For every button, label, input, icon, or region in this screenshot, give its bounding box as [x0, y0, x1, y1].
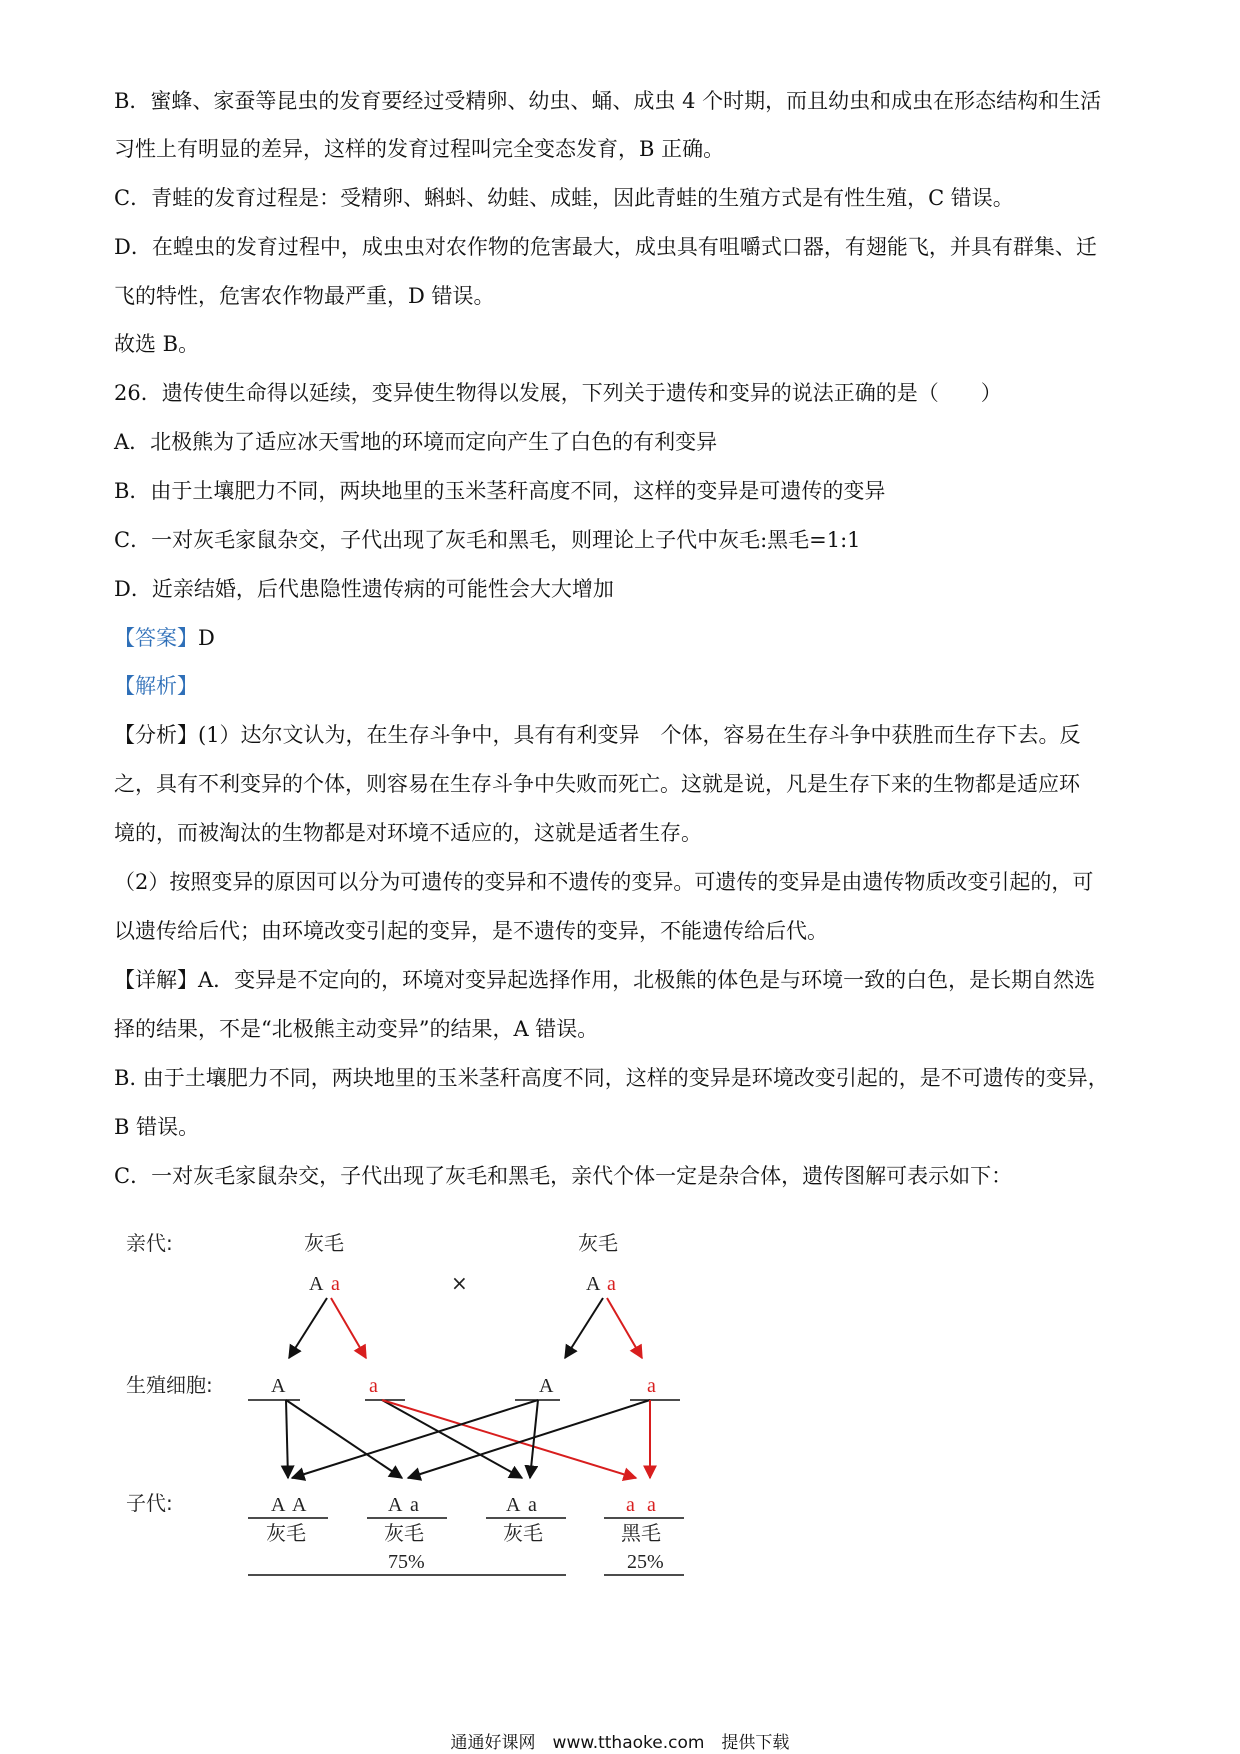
- parent-right-allele-dominant: A: [586, 1273, 601, 1295]
- text-line-1: B．蜜蜂、家蚕等昆虫的发育要经过受精卵、幼虫、蛹、成虫 4 个时期，而且幼虫和成虫在形态结构和生活: [114, 89, 1102, 113]
- text-line-5: 飞的特性，危害农作物最严重，D 错误。: [114, 284, 495, 308]
- text-line-13: 【解析】: [114, 674, 198, 698]
- text-line-6: 故选 B。: [114, 332, 200, 356]
- cross-symbol: ×: [451, 1271, 468, 1295]
- parent-right-phenotype: 灰毛: [578, 1231, 618, 1255]
- offspring-2-allele-2: a: [410, 1494, 419, 1516]
- text-line-17: （2）按照变异的原因可以分为可遗传的变异和不遗传的变异。可遗传的变异是由遗传物质改变引起的，可: [114, 870, 1094, 894]
- ratio-black: 25%: [627, 1551, 664, 1573]
- offspring-3-allele-2: a: [528, 1494, 537, 1516]
- arrow-a-to-aa-1: [382, 1400, 636, 1478]
- row-label-parent: 亲代:: [126, 1231, 173, 1255]
- text-line-3: C．青蛙的发育过程是：受精卵、蝌蚪、幼蛙、成蛙，因此青蛙的生殖方式是有性生殖，C 错误。: [114, 186, 1014, 210]
- text-line-11: D．近亲结婚，后代患隐性遗传病的可能性会大大增加: [114, 577, 614, 601]
- offspring-4-allele-2: a: [647, 1494, 656, 1516]
- offspring-4-allele-1: a: [626, 1494, 635, 1516]
- arrow-A-to-AA: [286, 1400, 288, 1478]
- text-line-23: C．一对灰毛家鼠杂交，子代出现了灰毛和黑毛，亲代个体一定是杂合体，遗传图解可表示如下：: [114, 1164, 1013, 1188]
- text-line-16: 境的，而被淘汰的生物都是对环境不适应的，这就是适者生存。: [114, 821, 702, 845]
- arrow-A-to-Aa-1: [286, 1400, 402, 1478]
- offspring-1-allele-1: A: [271, 1494, 286, 1516]
- arrow-parent2-to-gamete-a: [607, 1298, 642, 1358]
- parent-right-allele-recessive: a: [607, 1273, 616, 1295]
- ratio-grey: 75%: [388, 1551, 425, 1573]
- text-line-14: 【分析】(1）达尔文认为，在生存斗争中，具有有利变异 个体，容易在生存斗争中获胜而生存下去。反: [114, 723, 1081, 747]
- gamete-3: A: [539, 1375, 554, 1397]
- arrow-a-to-Aa-4: [408, 1400, 650, 1478]
- offspring-2-phenotype: 灰毛: [384, 1521, 424, 1545]
- text-line-10: C．一对灰毛家鼠杂交，子代出现了灰毛和黑毛，则理论上子代中灰毛:黑毛=1:1: [114, 528, 861, 552]
- text-line-9: B．由于土壤肥力不同，两块地里的玉米茎秆高度不同，这样的变异是可遗传的变异: [114, 479, 886, 503]
- offspring-1-allele-2: A: [292, 1494, 307, 1516]
- text-line-22: B 错误。: [114, 1115, 200, 1139]
- text-line-8: A．北极熊为了适应冰天雪地的环境而定向产生了白色的有利变异: [114, 430, 718, 454]
- answer-label: 【答案】: [114, 626, 198, 650]
- parent-left-allele-recessive: a: [331, 1273, 340, 1295]
- row-label-offspring: 子代:: [126, 1491, 173, 1515]
- answer-value: D: [198, 626, 215, 650]
- offspring-3-allele-1: A: [506, 1494, 521, 1516]
- text-line-2: 习性上有明显的差异，这样的发育过程叫完全变态发育，B 正确。: [114, 137, 725, 161]
- text-line-15: 之，具有不利变异的个体，则容易在生存斗争中失败而死亡。这就是说，凡是生存下来的生物都是适应环: [114, 772, 1080, 796]
- text-line-7: 26．遗传使生命得以延续，变异使生物得以发展，下列关于遗传和变异的说法正确的是（ ）: [114, 381, 1002, 405]
- offspring-2-allele-1: A: [388, 1494, 403, 1516]
- offspring-3-phenotype: 灰毛: [503, 1521, 543, 1545]
- offspring-1-phenotype: 灰毛: [266, 1521, 306, 1545]
- text-line-19: 【详解】A．变异是不定向的，环境对变异起选择作用，北极熊的体色是与环境一致的白色，是长期自然选: [114, 968, 1096, 992]
- text-line-18: 以遗传给后代；由环境改变引起的变异，是不遗传的变异，不能遗传给后代。: [114, 919, 828, 943]
- arrow-parent1-to-gamete-A: [289, 1298, 327, 1358]
- text-line-21: B. 由于土壤肥力不同，两块地里的玉米茎秆高度不同，这样的变异是环境改变引起的，是不可遗传的变异，: [114, 1066, 1109, 1090]
- parent-left-phenotype: 灰毛: [304, 1231, 344, 1255]
- page-footer: 通通好课网 www.tthaoke.com 提供下载: [450, 1733, 790, 1753]
- gamete-1: A: [271, 1375, 286, 1397]
- text-line-4: D．在蝗虫的发育过程中，成虫虫对农作物的危害最大，成虫具有咀嚼式口器，有翅能飞，并具有群集、迁: [114, 235, 1097, 259]
- parent-left-allele-dominant: A: [309, 1273, 324, 1295]
- row-label-gamete: 生殖细胞:: [126, 1373, 213, 1397]
- text-line-20: 择的结果，不是“北极熊主动变异”的结果，A 错误。: [114, 1017, 599, 1041]
- arrow-parent2-to-gamete-A: [565, 1298, 603, 1358]
- gamete-2: a: [369, 1375, 378, 1397]
- arrow-parent1-to-gamete-a: [331, 1298, 366, 1358]
- offspring-4-phenotype: 黑毛: [621, 1521, 661, 1545]
- gamete-4: a: [647, 1375, 656, 1397]
